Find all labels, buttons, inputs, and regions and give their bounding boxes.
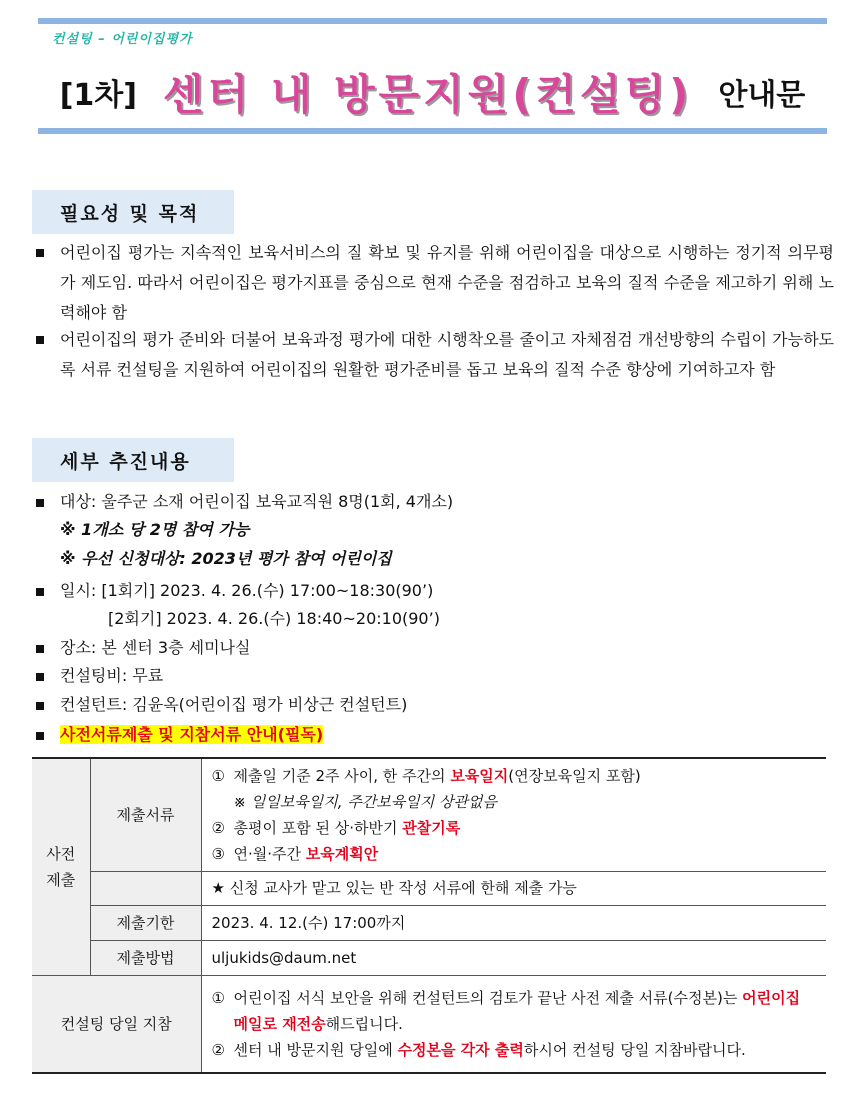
method-label: 제출방법 (90, 940, 201, 975)
detail-note-per-center: ※ 1개소 당 2명 참여 가능 (60, 520, 250, 539)
detail-date-1: 일시: [1회기] 2023. 4. 26.(수) 17:00~18:30(90’) (34, 577, 834, 605)
square-bullet-icon (36, 732, 44, 740)
purpose-paragraph-1: 어린이집 평가는 지속적인 보육서비스의 질 확보 및 유지를 위해 어린이집을 대상으로 시행하는 정기적 의무평가 제도임. 따라서 어린이집은 평가지표를 중심으로 현재 수준을 점검하고 보육의 질적 수준을 제고하기 위해 노력해야 함 (34, 238, 834, 328)
top-rule (38, 18, 827, 24)
docs-list (201, 758, 826, 871)
deadline-label: 제출기한 (90, 905, 201, 940)
section-heading-purpose: 필요성 및 목적 (32, 190, 234, 234)
title-bottom-rule (38, 128, 827, 134)
doc-item-1-note: ※ 일일보육일지, 주간보육일지 상관없음 (233, 792, 497, 811)
doc-item-1: ① 제출일 기준 2주 사이, 한 주간의 보육일지(연장보육일지 포함) (211, 766, 641, 785)
submission-table (32, 757, 826, 1074)
title-suffix: 안내문 (718, 78, 806, 113)
detail-date-2: [2회기] 2023. 4. 26.(수) 18:40~20:10(90’) (108, 609, 440, 628)
doc-item-3: ③ 연·월·주간 보육계획안 (211, 844, 379, 863)
page-title (38, 62, 827, 122)
detail-note-priority: ※ 우선 신청대상: 2023년 평가 참여 어린이집 (60, 549, 392, 568)
detail-consultant: 컨설턴트: 김윤옥(어린이집 평가 비상근 컨설턴트) (34, 691, 834, 719)
detail-fee: 컨설팅비: 무료 (34, 662, 834, 690)
docs-label-continued (90, 871, 201, 905)
square-bullet-icon (36, 702, 44, 710)
star-note: ★ 신청 교사가 맡고 있는 반 작성 서류에 한해 제출 가능 (201, 871, 826, 905)
title-main: 센터 내 방문지원(컨설팅) (162, 70, 693, 119)
pre-submission-label: 사전 제출 (32, 758, 90, 975)
square-bullet-icon (36, 645, 44, 653)
section-heading-details: 세부 추진내용 (32, 438, 234, 482)
notice-highlight: 사전서류제출 및 지참서류 안내(필독) (60, 725, 324, 744)
square-bullet-icon (36, 249, 44, 257)
square-bullet-icon (36, 588, 44, 596)
detail-place: 장소: 본 센터 3층 세미나실 (34, 634, 834, 662)
bring-list (201, 975, 826, 1073)
docs-label: 제출서류 (90, 758, 201, 871)
bring-label: 컨설팅 당일 지참 (32, 975, 201, 1073)
header-subtitle: 컨설팅 – 어린이집평가 (52, 32, 193, 47)
title-prefix: [1차] (59, 78, 137, 113)
square-bullet-icon (36, 336, 44, 344)
doc-item-2: ② 총평이 포함 된 상·하반기 관찰기록 (211, 818, 461, 837)
square-bullet-icon (36, 499, 44, 507)
deadline-value: 2023. 4. 12.(수) 17:00까지 (201, 905, 826, 940)
method-value: uljukids@daum.net (201, 940, 826, 975)
purpose-paragraph-2: 어린이집의 평가 준비와 더불어 보육과정 평가에 대한 시행착오를 줄이고 자체점검 개선방향의 수립이 가능하도록 서류 컨설팅을 지원하여 어린이집의 원활한 평가준비를 돕고 보육의 질적 수준 향상에 기여하고자 함 (34, 325, 834, 385)
square-bullet-icon (36, 673, 44, 681)
bring-item-2: ② 센터 내 방문지원 당일에 수정본을 각자 출력하시어 컨설팅 당일 지참바랍니다. (211, 1040, 746, 1059)
bring-item-1: ① 어린이집 서식 보안을 위해 컨설턴트의 검토가 끝난 사전 제출 서류(수정본)는 어린이집 메일로 재전송해드립니다. (211, 988, 801, 1033)
detail-target: 대상: 울주군 소재 어린이집 보육교직원 8명(1회, 4개소) (34, 488, 834, 516)
detail-notice (34, 721, 834, 749)
